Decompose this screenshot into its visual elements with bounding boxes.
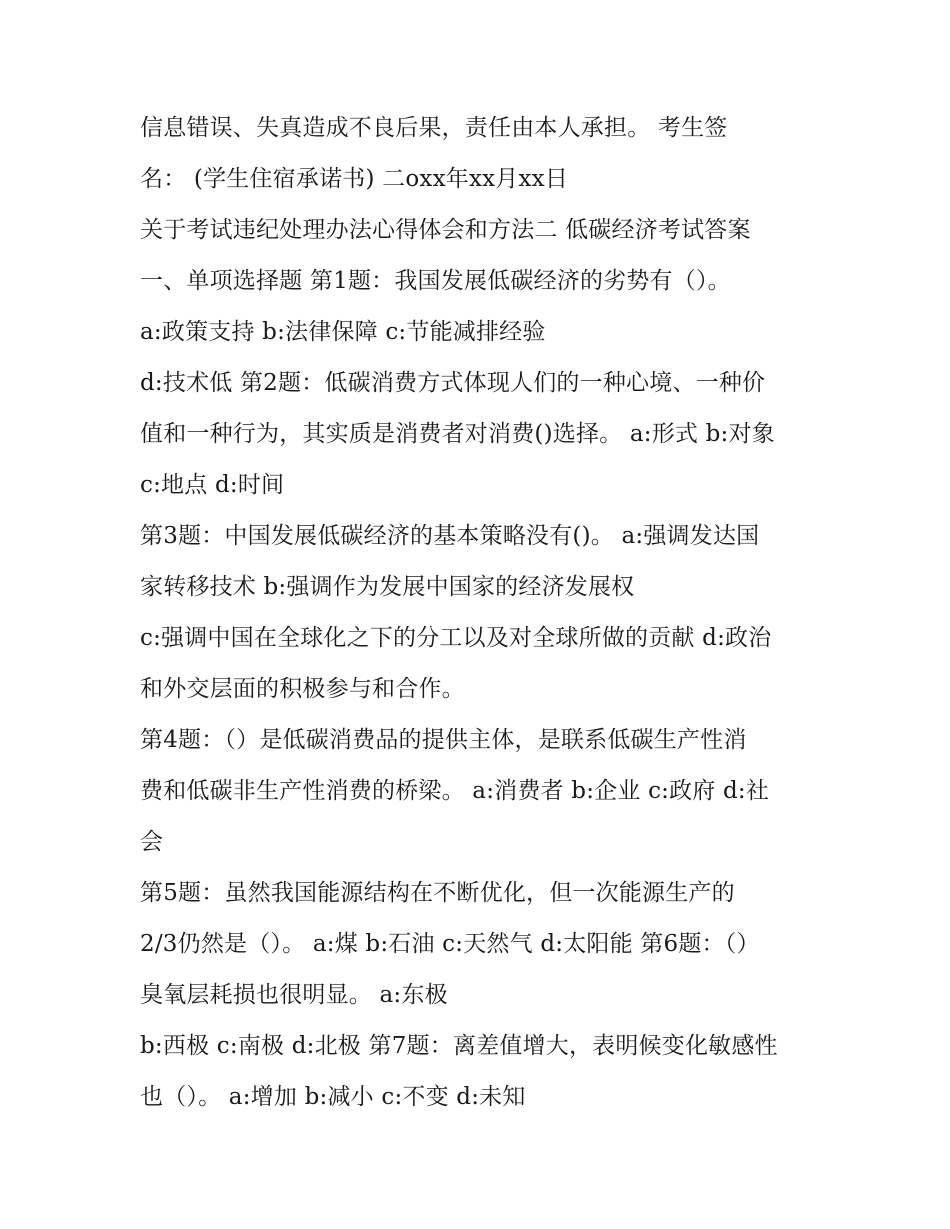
text-line: 2/3仍然是（）。 a:煤 b:石油 c:天然气 d:太阳能 第6题：（） xyxy=(140,931,760,957)
text-line: 信息错误、失真造成不良后果，责任由本人承担。 考生签 xyxy=(140,115,728,141)
text-line: 家转移技术 b:强调作为发展中国家的经济发展权 xyxy=(140,574,635,600)
text-line: 会 xyxy=(140,829,164,855)
text-line: b:西极 c:南极 d:北极 第7题：离差值增大，表明候变化敏感性 xyxy=(140,1033,778,1059)
text-line: c:强调中国在全球化之下的分工以及对全球所做的贡献 d:政治 xyxy=(140,625,772,651)
text-line: 和外交层面的积极参与和合作。 xyxy=(140,676,465,702)
text-line: 臭氧层耗损也很明显。 a:东极 xyxy=(140,982,448,1008)
document-body xyxy=(140,103,830,1123)
text-line: a:政策支持 b:法律保障 c:节能减排经验 xyxy=(140,319,546,345)
text-line: 名： (学生住宿承诺书) 二oxx年xx月xx日 xyxy=(140,166,569,192)
text-line: c:地点 d:时间 xyxy=(140,472,285,498)
text-line: 一、单项选择题 第1题：我国发展低碳经济的劣势有（）。 xyxy=(140,268,731,294)
text-line: d:技术低 第2题：低碳消费方式体现人们的一种心境、一种价 xyxy=(140,370,766,396)
text-line: 第4题：（）是低碳消费品的提供主体，是联系低碳生产性消 xyxy=(140,727,747,753)
text-line: 关于考试违纪处理办法心得体会和方法二 低碳经济考试答案 xyxy=(140,217,751,243)
text-line: 第5题：虽然我国能源结构在不断优化，但一次能源生产的 xyxy=(140,880,735,906)
text-line: 费和低碳非生产性消费的桥梁。 a:消费者 b:企业 c:政府 d:社 xyxy=(140,778,770,804)
text-line: 第3题：中国发展低碳经济的基本策略没有()。 a:强调发达国 xyxy=(140,523,760,549)
text-line: 也（）。 a:增加 b:减小 c:不变 d:未知 xyxy=(140,1084,526,1110)
text-line: 值和一种行为，其实质是消费者对消费()选择。 a:形式 b:对象 xyxy=(140,421,775,447)
